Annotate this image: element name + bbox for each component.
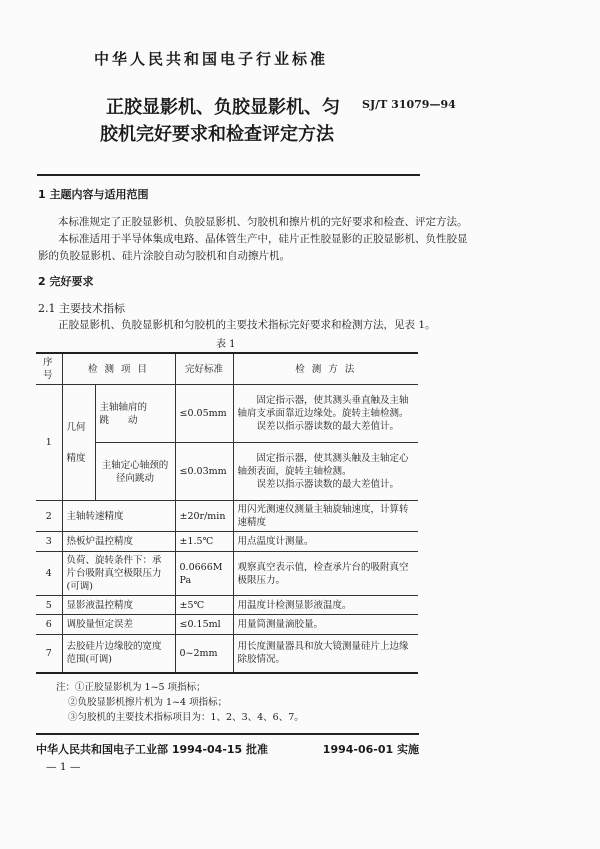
table-and-footer-flow: [36, 352, 420, 773]
table-row: [36, 615, 418, 635]
table-caption: 表 1: [216, 339, 236, 350]
cell-standard: ±20r/min: [175, 501, 233, 532]
table-notes: [36, 680, 420, 725]
method-text: 误差以指示器读数的最大差值计。: [256, 421, 400, 432]
title-line-1: 正胶显影机、负胶显影机、匀: [106, 97, 340, 118]
cell-item: 主轴转速精度: [62, 501, 175, 532]
method-text: 固定指示器，使其测头垂直触及主轴轴肩支承面靠近边缘处。旋转主轴检测。: [237, 395, 409, 419]
table-row: [36, 501, 418, 532]
cell-standard: ±5℃: [175, 596, 233, 615]
effective-date: 1994-06-01 实施: [322, 742, 419, 756]
table-row: [36, 596, 418, 615]
header-rule: [37, 174, 420, 176]
item-text: 径向跳动: [115, 472, 154, 484]
standard-code: SJ/T 31079—94: [362, 98, 456, 111]
cell-no: 4: [36, 552, 62, 596]
paragraph: 本标准规定了正胶显影机、负胶显影机、匀胶机和擦片机的完好要求和检查、评定方法。: [58, 216, 468, 228]
cell-item: 负荷、旋转条件下：承片台吸附真空极限压力(可调): [62, 552, 175, 596]
cell-method: [233, 385, 418, 443]
cell-no: 6: [36, 615, 62, 635]
cell-no: 3: [36, 532, 62, 552]
cell-standard: 0~2mm: [175, 635, 233, 673]
note: 注：①正胶显影机为 1~5 项指标；: [56, 681, 206, 693]
section-2-heading: 2 完好要求: [38, 275, 94, 288]
table-header-row: [36, 353, 418, 385]
cell-standard: 0.0666MPa: [175, 552, 233, 596]
cell-standard: ≤0.03mm: [175, 443, 233, 501]
footer-rule: [36, 733, 419, 735]
footer-row: [36, 741, 419, 757]
cell-method: 用温度计检测显影液温度。: [233, 596, 418, 615]
section-1-heading: 1 主题内容与适用范围: [38, 188, 149, 201]
cell-group: [62, 385, 95, 501]
page-number: — 1 —: [46, 760, 81, 773]
item-text: 跳 动: [99, 414, 138, 426]
cell-item: [95, 385, 175, 443]
cell-standard: ≤0.15ml: [175, 615, 233, 635]
header-item: 检 测 项 目: [62, 353, 175, 385]
group-label: 精度: [66, 452, 86, 464]
cell-method: 观察真空表示值，检查承片台的吸附真空极限压力。: [233, 552, 418, 596]
paragraph: 影的负胶显影机、硅片涂胶自动匀胶机和自动擦片机。: [38, 250, 290, 262]
cell-method: 用量筒测量滴胶量。: [233, 615, 418, 635]
method-text: 固定指示器，使其测头触及主轴定心轴颈表面，旋转主轴检测。: [237, 453, 409, 477]
cell-no: 5: [36, 596, 62, 615]
approval-line: 中华人民共和国电子工业部 1994-04-15 批准: [36, 742, 269, 756]
cell-no: 7: [36, 635, 62, 673]
cell-method: 用长度测量器具和放大镜测量硅片上边缘除胶情况。: [233, 635, 418, 673]
cell-item: 热板炉温控精度: [62, 532, 175, 552]
issuing-organization: 中华人民共和国电子行业标准: [94, 50, 329, 68]
table-row: [36, 635, 418, 673]
section-2-1-heading: 2.1 主要技术指标: [38, 302, 125, 315]
cell-standard: ≤0.05mm: [175, 385, 233, 443]
header-no: 序 号: [36, 353, 62, 385]
note: ③匀胶机的主要技术指标项目为：1、2、3、4、6、7。: [68, 711, 304, 723]
table-row: [36, 532, 418, 552]
cell-item: 调胶量恒定误差: [62, 615, 175, 635]
cell-method: 用闪光测速仪测量主轴旋轴速度，计算转速精度: [233, 501, 418, 532]
cell-no: 1: [36, 385, 62, 501]
item-text: 主轴定心轴颈的: [101, 459, 169, 471]
paragraph: 正胶显影机、负胶显影机和匀胶机的主要技术指标完好要求和检测方法，见表 1。: [58, 319, 436, 331]
cell-item: 显影液温控精度: [62, 596, 175, 615]
method-text: 误差以指示器读数的最大差值计。: [256, 479, 400, 490]
header-method: 检 测 方 法: [233, 353, 418, 385]
paragraph: 本标准适用于半导体集成电路、晶体管生产中，硅片正性胶显影的正胶显影机、负性胶显: [58, 233, 468, 245]
cell-no: 2: [36, 501, 62, 532]
title-line-2: 胶机完好要求和检查评定方法: [100, 124, 334, 145]
item-text: 主轴轴肩的: [99, 401, 148, 413]
group-label: 几何: [66, 421, 86, 433]
cell-method: 用点温度计测量。: [233, 532, 418, 552]
header-standard: 完好标准: [175, 353, 233, 385]
table-row: [36, 552, 418, 596]
table-row: [36, 385, 418, 443]
technical-indicators-table: [36, 352, 418, 674]
note: ②负胶显影机擦片机为 1~4 项指标；: [68, 696, 228, 708]
cell-item: [95, 443, 175, 501]
cell-item: 去胶硅片边缘胶的宽度范围(可调): [62, 635, 175, 673]
cell-standard: ±1.5℃: [175, 532, 233, 552]
cell-method: [233, 443, 418, 501]
